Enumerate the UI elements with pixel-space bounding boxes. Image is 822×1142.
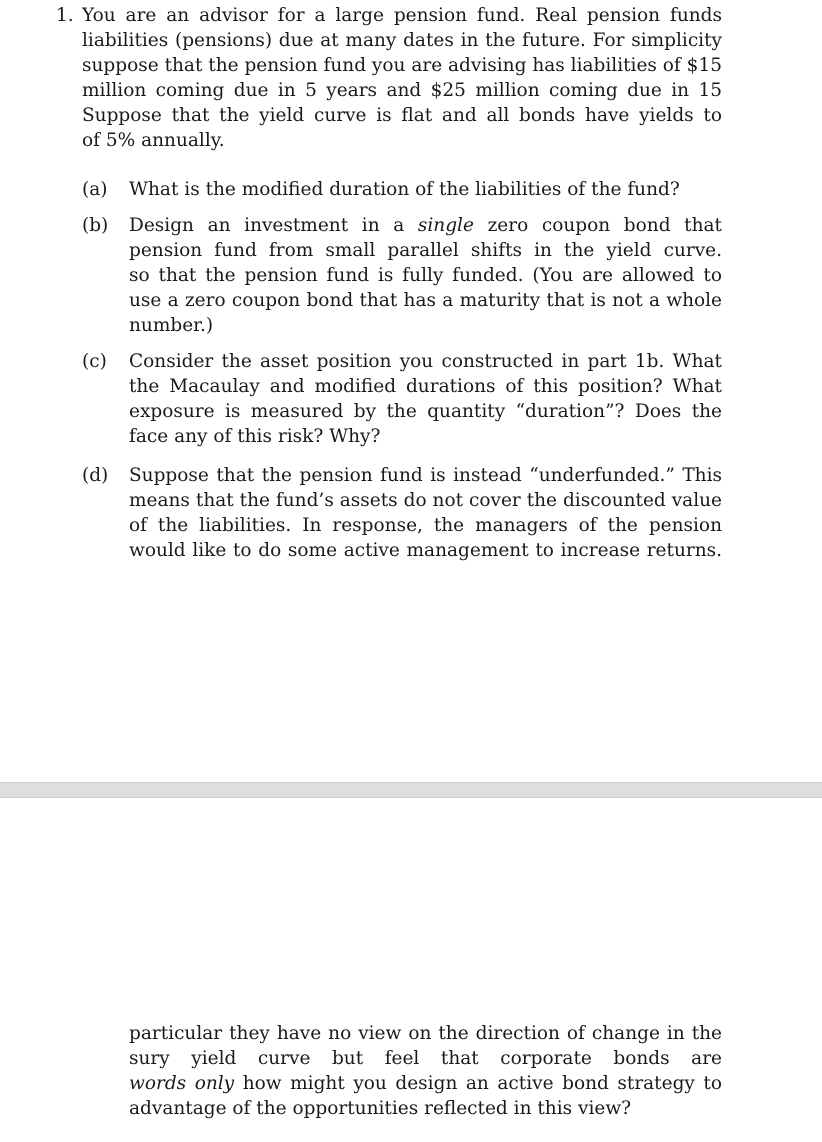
- part-d-emphasis: words only: [129, 1073, 235, 1094]
- part-b-emphasis: single: [417, 215, 474, 236]
- intro-line-3: suppose that the pension fund you are advising has liabilities of $15: [82, 55, 722, 76]
- part-a-line-1: What is the modified duration of the liabilities of the fund?: [129, 179, 680, 200]
- part-d-cont-line-3: [129, 1072, 722, 1096]
- intro-line-1: You are an advisor for a large pension fund. Real pension funds: [82, 5, 722, 26]
- part-d-line-3: of the liabilities. In response, the managers of the pension: [129, 515, 722, 536]
- intro-line-6: of 5% annually.: [82, 130, 225, 151]
- problem-number: 1.: [56, 5, 74, 26]
- part-d-cont-line-2: [129, 1047, 722, 1071]
- part-c-line-4: face any of this risk? Why?: [129, 426, 381, 447]
- part-c-label: (c): [82, 351, 107, 372]
- part-d-cont-line-2-text: sury yield curve but feel that corporate bonds are: [129, 1048, 722, 1069]
- part-d-cont-line-1: particular they have no view on the direction of change in the: [129, 1023, 722, 1044]
- part-b-line-2: pension fund from small parallel shifts in the yield curve.: [129, 240, 722, 261]
- part-c-line-2: the Macaulay and modified durations of this position? What: [129, 376, 722, 397]
- intro-line-2: liabilities (pensions) due at many dates in the future. For simplicity: [82, 30, 722, 51]
- part-b-line-4: use a zero coupon bond that has a maturity that is not a whole: [129, 290, 722, 311]
- part-d-cont-line-3-post: how might you design an active bond strategy to: [242, 1073, 722, 1094]
- part-d-label: (d): [82, 465, 109, 486]
- intro-line-5: Suppose that the yield curve is flat and all bonds have yields to: [82, 105, 722, 126]
- part-c-line-3: exposure is measured by the quantity “duration”? Does the: [129, 401, 722, 422]
- part-b-line-1-pre: Design an investment in a: [129, 215, 418, 236]
- page-break: [0, 782, 822, 798]
- part-c-line-1: Consider the asset position you constructed in part 1b. What: [129, 351, 722, 372]
- part-a-label: (a): [82, 179, 108, 200]
- part-d-line-4: would like to do some active management to increase returns.: [129, 540, 722, 561]
- part-d-cont-line-4: advantage of the opportunities reflected in this view?: [129, 1098, 632, 1119]
- part-b-line-1: [129, 214, 722, 238]
- part-b-label: (b): [82, 215, 109, 236]
- part-b-line-1-post: zero coupon bond that: [487, 215, 722, 236]
- part-b-line-5: number.): [129, 315, 214, 336]
- intro-line-4: million coming due in 5 years and $25 million coming due in 15: [82, 80, 722, 101]
- part-d-line-1: Suppose that the pension fund is instead “underfunded.” This: [129, 465, 722, 486]
- part-b-line-3: so that the pension fund is fully funded. (You are allowed to: [129, 265, 722, 286]
- part-d-line-2: means that the fund’s assets do not cover the discounted value: [129, 490, 722, 511]
